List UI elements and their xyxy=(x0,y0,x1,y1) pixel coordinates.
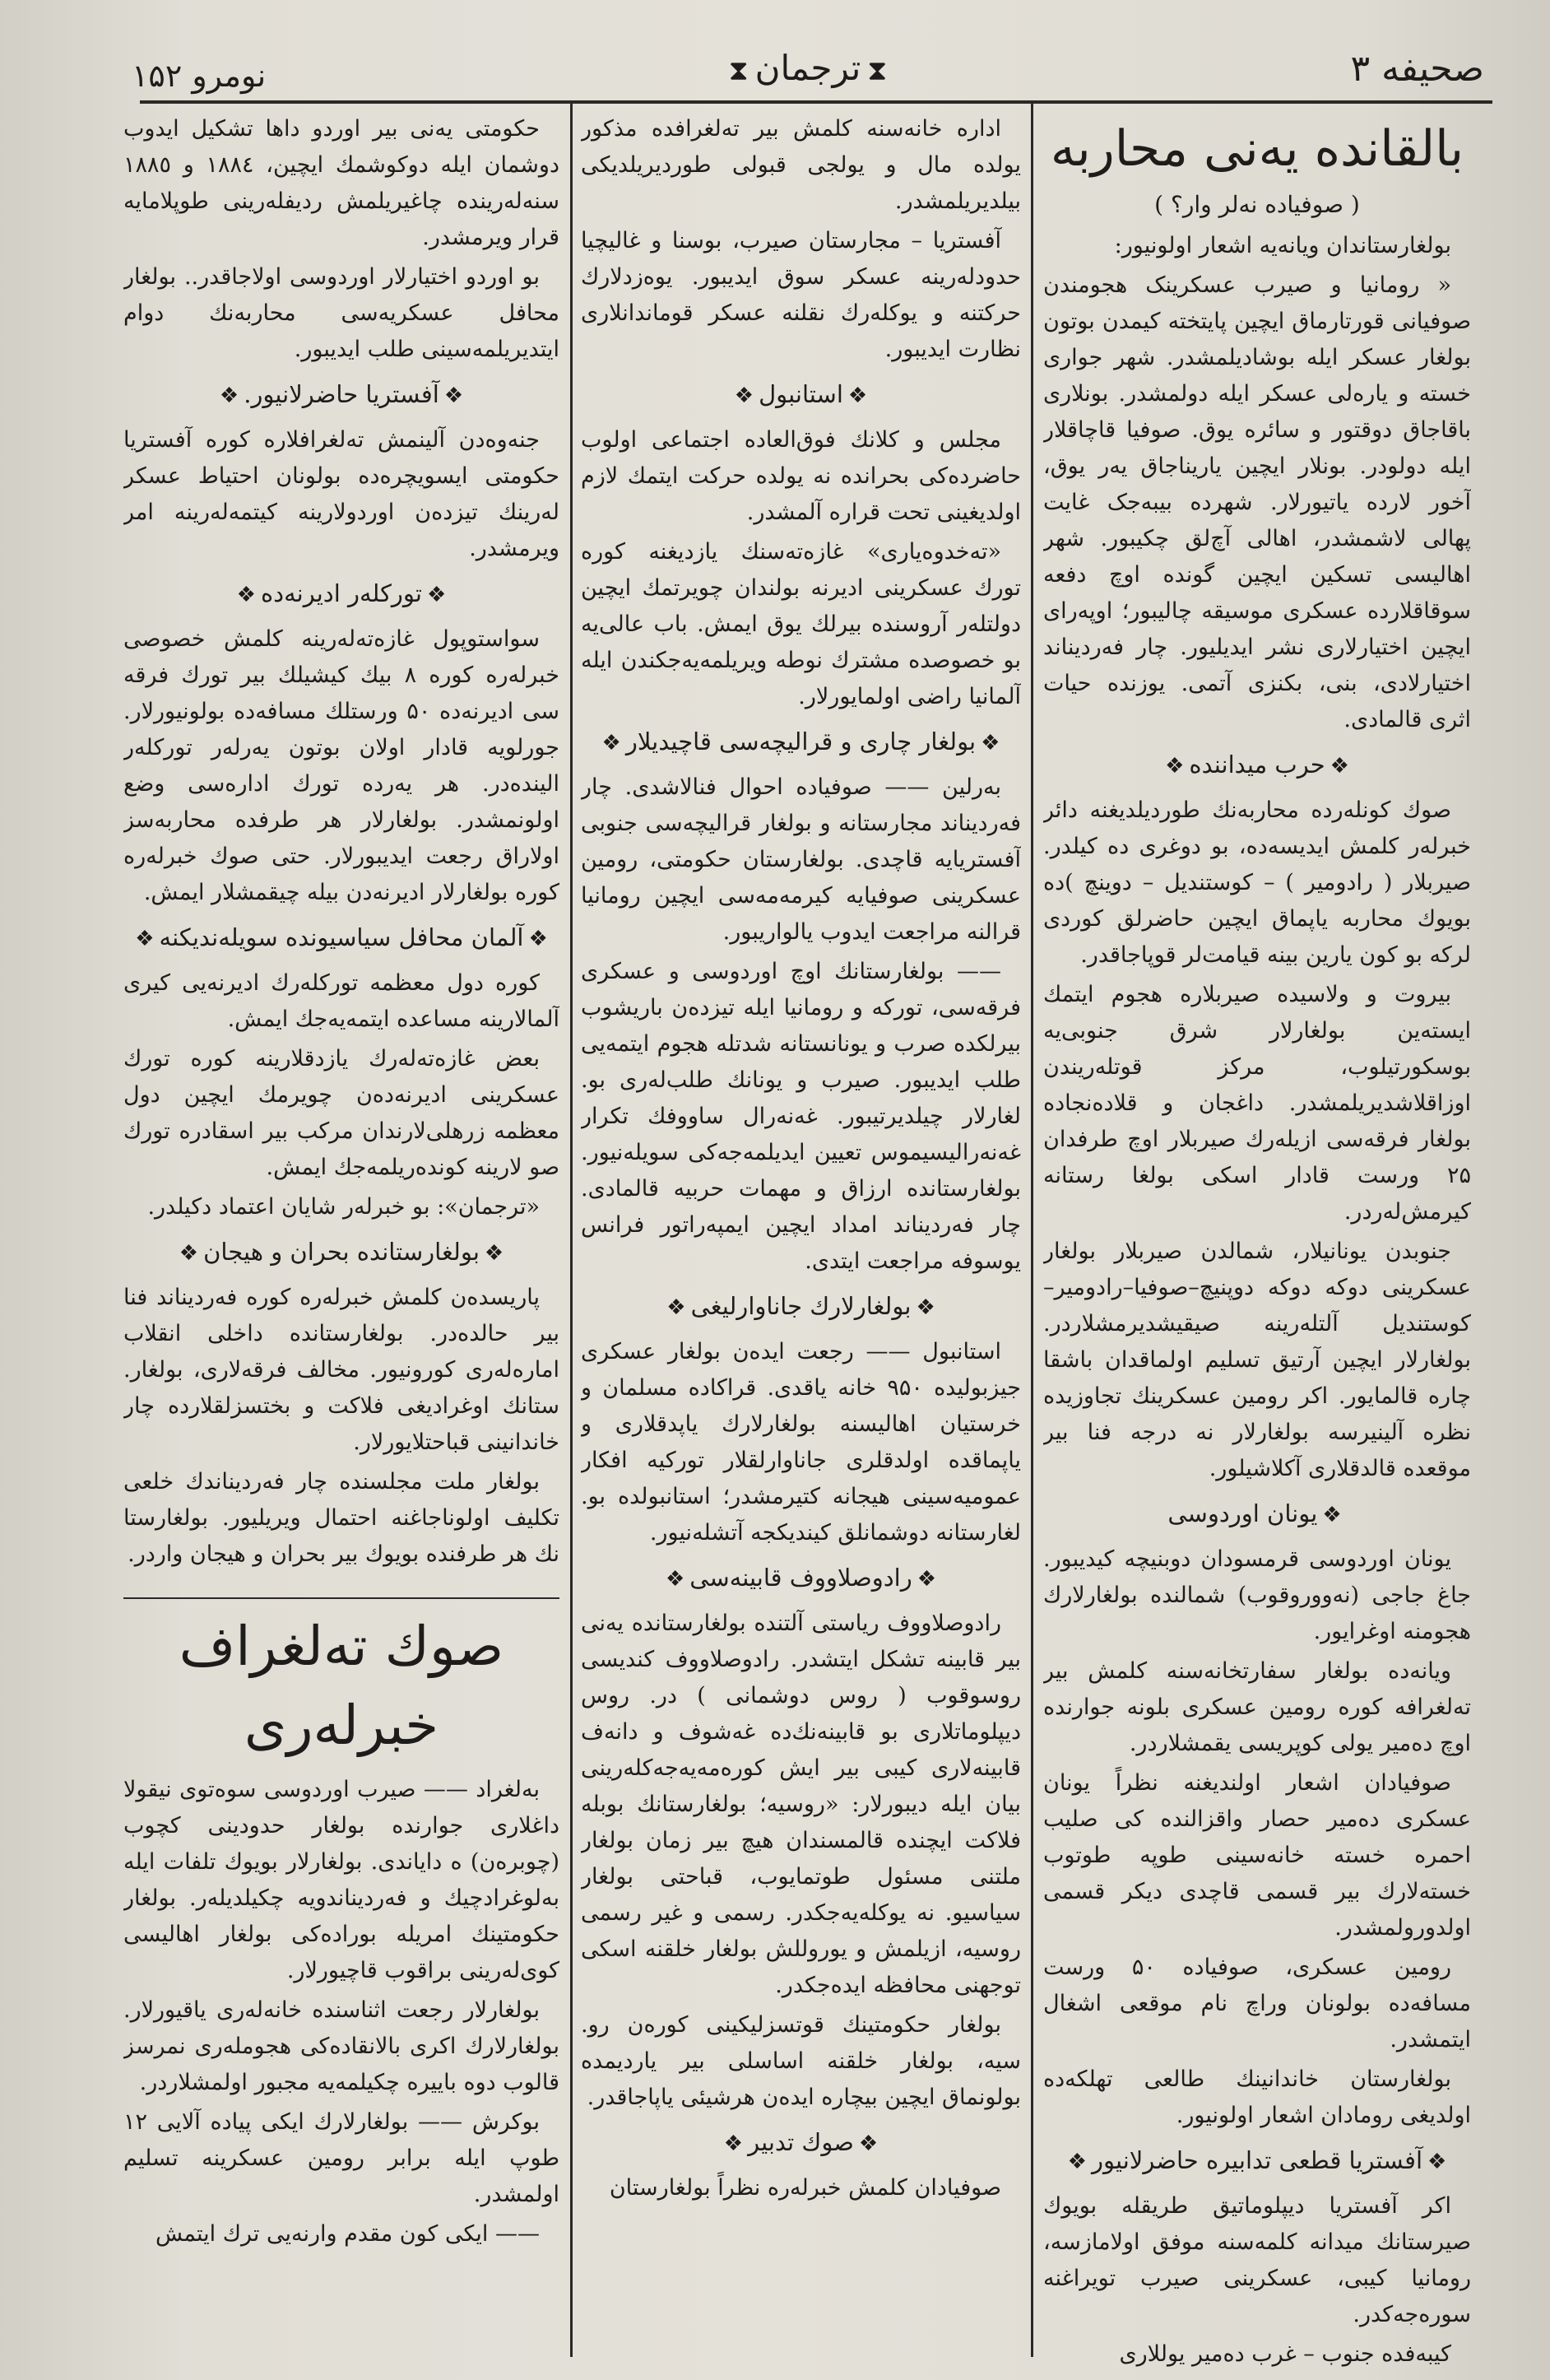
paragraph: بولغارلار رجعت اثناسنده خانه‌لەری یاقیورلار. بولغارلارك اکری بالانقاده‌کی هجوملەری نمرسز قالوب دوه باییره چکیلمه‌یه مجبور اولمشلاردر. xyxy=(123,1997,559,2095)
ornament-icon: ❖ xyxy=(723,2131,744,2156)
section-heading: ❖آفستریا حاضرلانیور.❖ xyxy=(219,380,464,408)
ornament-icon: ❖ xyxy=(917,1567,937,1592)
ornament-icon: ❖ xyxy=(179,1241,199,1266)
ornament-icon: ⧗ xyxy=(728,54,749,87)
paragraph: استانبول —— رجعت ایدەن بولغار عسکری جیزبولیده ۹۵۰ خانه یاقدی. قراکاده مسلمان و خرستیان اهالیسنه بولغارلارك یاپدقلاری و یاپماقده اولدقلری جاناوارلقلار تورکیه افکار عمومیه‌سینی هیجانه کتیرمشدر؛ استانبولده بو. لغارستانه دوشمانلق کیندیکجه آتشلەنیور. xyxy=(581,1339,1021,1546)
section-heading: ❖بولغار چاری و قرالیچه‌سی قاچیدیلار❖ xyxy=(601,727,1000,755)
ornament-icon: ❖ xyxy=(858,2131,879,2156)
ornament-icon: ⧗ xyxy=(867,54,888,87)
section-heading: ❖استانبول❖ xyxy=(734,380,868,408)
telegraph-news-title: صوك تەلغراف خبرلەری xyxy=(123,1597,559,1765)
article-subtitle: ( صوفیاده نه‌لر وار؟ ) xyxy=(1154,191,1360,218)
paragraph: بوکرش —— بولغارلارك ایکی پیاده آلایی ۱۲ طوپ ایله برابر رومین عسکرینه تسلیم اولمشدر. xyxy=(123,2109,559,2207)
ornament-icon: ❖ xyxy=(981,731,1000,755)
masthead xyxy=(722,48,894,88)
paragraph: صوك کونلەرده محاربه‌نك طوردیلدیغنه دائر خبرلەر کلمش ایدیسه‌ده، بو دوغری ده کیلدر. صیربلار ( رادومیر ) – کوستندیل – دوینچ )ده بویوك محاربه یاپماق ایچین حاضرلق کوردی لرکه بو کون یارین بینه قیامت‌لر قوپاجاقدر. xyxy=(1043,797,1471,968)
ornament-icon: ❖ xyxy=(666,1295,686,1320)
paragraph: بەلغراد —— صیرب اوردوسی سوه‌توی نیقولا داغلاری جوارنده بولغار حدودینی کچوب (چوبرەن) ه دایاندی. بولغارلار بویوك تلفات ایله بەلوغرادچیك و فەردیناندویه چکیلدیلەر. بولغار حکومتینك امریله بوراده‌کی بولغار اهالیسی کوی‌لەرینی براقوب قاچیورلار. xyxy=(123,1777,559,1983)
paragraph: بولغارستان خاندانینك طالعی تهلکه‌ده اولدیغی رومادان اشعار اولونیور. xyxy=(1043,2066,1471,2128)
section-heading: ❖صوك تدبیر❖ xyxy=(723,2128,879,2156)
article-title: بالقانده یه‌نی محاربه xyxy=(1050,120,1464,178)
section-heading: ❖بولغارستانده بحران و هیجان❖ xyxy=(179,1238,504,1266)
paragraph: حکومتی یه‌نی بیر اوردو داها تشکیل ایدوب دوشمان ایله دوکوشمك ایچین، ۱۸۸٤ و ۱۸۸٥ سنه‌لەرینده چاغیریلمش ردیفلەرینی طوپلامایه قرار ویرمشدر. xyxy=(123,116,559,250)
column-middle xyxy=(581,111,1021,2370)
ornament-icon: ❖ xyxy=(734,383,754,408)
ornament-icon: ❖ xyxy=(1330,754,1349,779)
ornament-icon: ❖ xyxy=(1067,2150,1087,2174)
section-heading: ❖آلمان محافل سیاسیونده سویله‌ندیکنه❖ xyxy=(135,923,548,951)
issue-number: نومرو ۱۵۲ xyxy=(132,58,267,94)
paragraph: کوره دول معظمه تورکلەرك ادیرنه‌یی کیری آلمالارینه مساعده ایتمه‌یه‌جك ایمش. xyxy=(123,970,559,1032)
paragraph: «تەخدوه‌یاری» غازه‌ته‌سنك یازدیغنه کوره تورك عسکرینی ادیرنه بولندان چویرتمك ایچین دولتلەر آروسنده بیرلك یوق ایمش. باب عالی‌یه بو خصوصده مشترك نوطه ویریلمه‌یه‌جکندن ایله آلمانیا راضی اولمایورلار. xyxy=(581,539,1021,709)
ornament-icon: ❖ xyxy=(443,383,464,408)
paragraph: بولغار ملت مجلسنده چار فەردیناندك خلعی تکلیف اولوناجاغنه احتمال ویریلیور. بولغارستا نك هر طرفنده بویوك بیر بحران و هیجان واردر. xyxy=(123,1469,559,1567)
ornament-icon: ❖ xyxy=(665,1567,685,1592)
ornament-icon: ❖ xyxy=(528,927,548,951)
paragraph: جنوبدن یونانیلار، شمالدن صیربلار بولغار عسکرینی دوکه دوکه دوپنیچ–صوفیا–رادومیر–کوستندیل آلتلەرینه صیقیشدیرمشلاردر. بولغارلار ایچین آرتیق تسلیم اولماقدان باشقا چاره قالمایور. اکر رومین عسکرینك تجاوزیده نظره آلینیرسه بولغارلار نه درجه فنا بیر موقعده قالدقلاری آکلاشیلور. xyxy=(1043,1239,1471,1481)
paragraph: صوفیادان کلمش خبرلەره نظراً بولغارستان xyxy=(609,2175,1001,2201)
ornament-icon: ❖ xyxy=(135,927,155,951)
ornament-icon: ❖ xyxy=(847,383,868,408)
column-left xyxy=(123,111,559,2370)
ornament-icon: ❖ xyxy=(427,583,447,607)
section-heading: ❖تورکلەر ادیرنه‌ده❖ xyxy=(236,579,447,607)
paragraph: —— بولغارستانك اوچ اوردوسی و عسکری فرقه‌سی، تورکه و رومانیا ایله تیزدەن باریشوب بیرلکده صرب و یونانستانه شدتله هجوم ایتمه‌یی طلب ایدیبور. صیرب و یونانك طلب‌لەری بو. لغارلار چیلدیرتیبور. غەنەرال ساووفك تکرار غەنەرالیسیموس تعیین ایدیلمه‌جه‌کی سویله‌نیور. بولغارستانده ارزاق و مهمات حربیه قالمادی. چار فەردیناند امداد ایچین ایمپەراتور فرانس یوسوفه مراجعت ایتدی. xyxy=(581,959,1021,1274)
ornament-icon: ❖ xyxy=(1427,2150,1447,2174)
column-divider xyxy=(570,102,573,2357)
paragraph: سواستوپول غازه‌ته‌لەرینه کلمش خصوصی خبرلەره کوره ۸ بیك کیشیلك بیر تورك فرقه سی ادیرنه‌ده ۵۰ ورستلك مسافه‌ده بولونیورلار. جورلویه قادار اولان بوتون یەرلەر تورکلەر الینده‌در. هر یەرده تورك اداره‌سی وضع اولونمشدر. بولغارلار هر طرفده محاربه‌سز اولاراق رجعت ایدیبورلار. حتی صوك خبرلەره کوره بولغارلار ادیرنه‌دن بیله چیقمشلار ایمش. xyxy=(123,626,559,905)
paragraph: بیروت و ولاسیده صیربلاره هجوم ایتمك ایسته‌ین بولغارلار شرق جنوبی‌یه بوسکورتیلوب، مرکز قوتلەریندن اوزاقلاشدیریلمشدر. داغجان و قلاده‌نجاده بولغار فرقه‌سی ازیله‌رك صیربلار اوچ طرفدان ۲۵ ورست قادار اسکی بولغا رستانه کیرمش‌لەردر. xyxy=(1043,982,1471,1225)
paragraph: رومین عسکری، صوفیاده ۵۰ ورست مسافه‌ده بولونان وراچ نام موقعی اشغال ایتمشدر. xyxy=(1043,1955,1471,2052)
section-heading: ❖آفستریا قطعی تدابیره حاضرلانیور❖ xyxy=(1067,2146,1447,2174)
section-heading: ❖یونان اوردوسی xyxy=(1167,1499,1342,1527)
ornament-icon: ❖ xyxy=(219,383,239,408)
column-divider xyxy=(1031,102,1033,2357)
paragraph: رادوصلاووف ریاستی آلتنده بولغارستانده یه‌نی بیر قابینه تشکل ایتشدر. رادوصلاووف کندیسی روسوقوب ( روس دوشمانی ) در. روس دیپلوماتلاری بو قابینه‌نك‌ده غەشوف و دانەف قابینه‌لاری کیبی بیر ایش کوره‌مه‌یه‌جه‌کلەرینی بیان ایله دیبورلار: «روسیه؛ بولغارستانك بوبله فلاکت ایچنده قالمسندان هیچ بیر زمان بولغار ملتنی مسئول طوتمایوب، قباحتی بولغار سیاسیو. نه یوکله‌یه‌جکدر. رسمی و غیر رسمی روسیه، ازیلمش و یوروللش بولغار خلقنه اسکی توجهنی محافظه ایده‌جکدر. xyxy=(581,1611,1021,1998)
page-number: صحیفه ۳ xyxy=(1350,48,1484,90)
header-rule xyxy=(140,100,1492,104)
ornament-icon: ❖ xyxy=(1165,754,1185,779)
paragraph: « رومانیا و صیرب عسکرینک هجومندن صوفیانی قورتارماق ایچین پایتخته کیمدن بوتون بولغار عسکر ایله بوشادیلمشدر. شهر جواری خسته و یارەلی عسکر ایله دولمشدر. بونلاری باقاجاق دوقتور و سائره یوق. صوفیا قاچاقلار ایله دولودر. بونلار ایچین یاریناجاق یەر یوق، آخور لارده یاتیورلار. شهرده بیبه‌جک غایت پهالی لاشمشدر، اهالی آچ‌لق چکیبور. شهر اهالیسی تسکین ایچین گونده اوچ دفعه سوقاقلارده عسکری موسیقه چالیبور؛ اوپەرای ایچین اختیارلاری نشر ایدیلیور. چار فەردیناند اختیارلادی، بنی، بکنزی آتمی. یوزنده حیات اثری قالمادی. xyxy=(1043,272,1471,732)
paragraph: آفستریا – مجارستان صیرب، بوسنا و غالیچیا حدودلەرینه عسکر سوق ایدیبور. یوه‌زدلارك حرکتنه و یوكلەرك نقلنه عسکر قوماندانلاری نظارت ایدیبور. xyxy=(581,228,1021,362)
paragraph: جنەوه‌دن آلینمش تەلغرافلاره کوره آفستریا حکومتی ایسویچره‌ده بولونان احتیاط عسکر لەرینك تیزدەن اوردولارینه کیتمه‌لەرینه امر ویرمشدر. xyxy=(123,427,559,561)
paragraph: «ترجمان»: بو خبرلەر شایان اعتماد دکیلدر. xyxy=(147,1194,540,1220)
paragraph: —— ایکی کون مقدم وارنه‌یی ترك ایتمش xyxy=(155,2221,540,2247)
ornament-icon: ❖ xyxy=(916,1295,935,1320)
column-right xyxy=(1043,111,1471,2370)
ornament-icon: ❖ xyxy=(484,1241,504,1266)
section-heading: ❖بولغارلارك جاناوارلیغی❖ xyxy=(666,1292,935,1320)
newspaper-name: ترجمان xyxy=(754,48,861,88)
ornament-icon: ❖ xyxy=(601,731,621,755)
ornament-icon: ❖ xyxy=(236,583,256,607)
ornament-icon: ❖ xyxy=(1322,1503,1342,1527)
paragraph: صوفیادان اشعار اولندیغنه نظراً یونان عسکری دەمیر حصار واقزالنده کی صلیب احمره خسته خانه‌سینی طوپه طوتوب خسته‌لارك بیر قسمی قاچدی دیکر قسمی اولدورولمشدر. xyxy=(1043,1770,1471,1941)
paragraph: اکر آفستریا دیپلوماتیق طریقله بویوك صیرستانك میدانه کلمه‌سنه موفق اولامازسه، رومانیا کیبی، عسکرینی صیرب تویراغنه سوره‌جه‌کدر. xyxy=(1043,2193,1471,2327)
paragraph: یونان اوردوسی قرمسودان دوبنیچه کیدیبور. جاغ جاجی (نەووروقوب) شمالنده بولغارلارك هجومنه اوغرایور. xyxy=(1043,1546,1471,1644)
paragraph: بو اوردو اختیارلار اوردوسی اولاجاقدر.. بولغار محافل عسکریه‌سی محاربه‌نك دوام ایتدیریلمه‌سینی طلب ایدیبور. xyxy=(123,264,559,362)
paragraph: پاریسده‌ن کلمش خبرلەره کوره فەردیناند فنا بیر حالده‌در. بولغارستانده داخلی انقلاب امارەلەری کورونیور. مخالف فرقه‌لاری، بولغار. ستانك اوغرادیغی فلاکت و بختسزلقلارده چار خاندانینی قباحتلایورلار. xyxy=(123,1285,559,1455)
section-heading: ❖حرب میداننده❖ xyxy=(1165,751,1349,779)
section-heading: ❖رادوصلاووف قابینه‌سی❖ xyxy=(665,1564,937,1592)
paragraph: اداره خانه‌سنه کلمش بیر تەلغرافده مذکور یولده مال و یولجی قبولی طوردیریلدیکی بیلدیریلمشدر. xyxy=(581,116,1021,214)
paragraph: کیبه‌فده جنوب – غرب دەمیر یوللاری xyxy=(1119,2341,1451,2367)
paragraph: بعض غازه‌ته‌لەرك یازدقلارینه کوره تورك عسکرینی ادیرنه‌دەن چویرمك ایچین دول معظمه زرهلی‌لارندان مرکب بیر اسقادره تورك صو لارینه کوندەریلمه‌جك ایمش. xyxy=(123,1046,559,1180)
paragraph: بولغار حکومتینك قوتسزلیکینی کورەن رو. سیه، بولغار خلقنه اساسلی بیر یاردیمده بولونماق ایچین بیچاره ایدەن هرشیئی یاپاجاقدر. xyxy=(581,2012,1021,2110)
paragraph: مجلس و کلانك فوق‌العاده اجتماعی اولوب حاضرده‌کی بحرانده نه یولده حرکت ایتمك لازم اولدیغینی تحت قراره آلمشدر. xyxy=(581,427,1021,525)
paragraph: ویانه‌ده بولغار سفارتخانه‌سنه کلمش بیر تەلغرافه کوره رومین عسکری بلونه جوارنده اوچ دەمیر یولی کوپریسی یقمشلاردر. xyxy=(1043,1658,1471,1756)
paragraph: بەرلین —— صوفیاده احوال فنالاشدی. چار فەردیناند مجارستانه و بولغار قرالیچه‌سی جنوبی آفستریایه قاچدی. بولغارستان حکومتی، رومین عسکرینی صوفیایه کیرمه‌مه‌سی ایچین رومانیا قرالنه مراجعت ایدوب یالواریبور. xyxy=(581,774,1021,945)
paragraph: بولغارستاندان ویانه‌یه اشعار اولونیور: xyxy=(1114,233,1451,258)
